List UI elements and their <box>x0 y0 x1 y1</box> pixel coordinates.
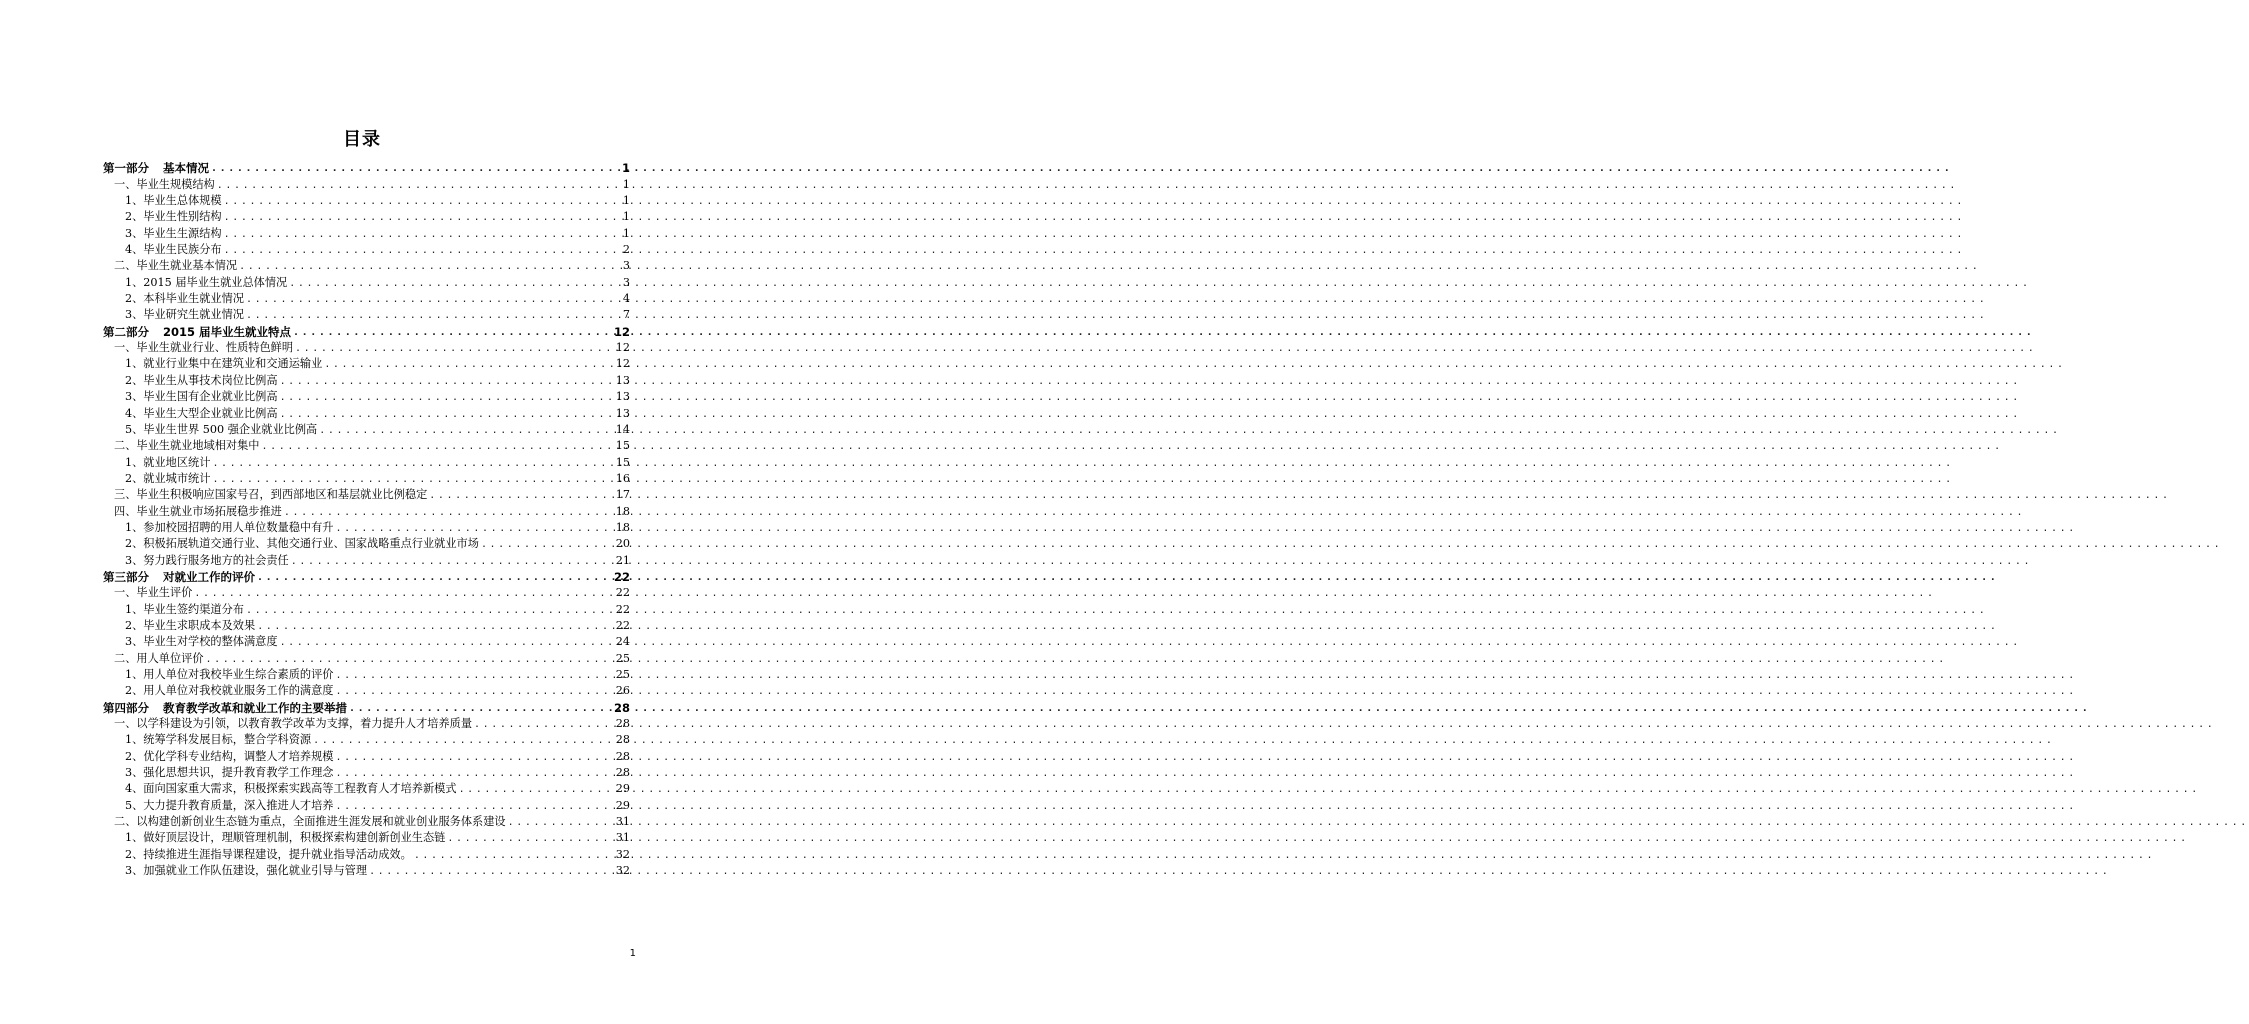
toc-subsection-entry[interactable] <box>103 829 630 845</box>
toc-entry-label <box>125 831 447 845</box>
toc-section-entry[interactable] <box>103 339 630 355</box>
toc-section-entry[interactable] <box>103 486 630 502</box>
toc-subsection-entry[interactable] <box>103 421 630 437</box>
toc-page-number: 29 <box>615 782 630 796</box>
toc-dot-leader <box>224 195 621 208</box>
toc-entry-text: 二、毕业生就业基本情况 <box>114 259 238 273</box>
toc-page-number: 26 <box>615 684 630 698</box>
toc-dot-leader <box>336 751 614 764</box>
toc-page-number: 31 <box>615 831 630 845</box>
toc-dot-leader <box>239 260 621 273</box>
toc-entry-label <box>103 161 211 175</box>
toc-entry-text: 1、做好顶层设计，理顺管理机制，积极探索构建创新创业生态链 <box>125 831 446 845</box>
toc-entry-text: 2、优化学科专业结构，调整人才培养规模 <box>125 749 334 763</box>
toc-dot-leader <box>414 849 614 862</box>
toc-subsection-entry[interactable] <box>103 862 630 878</box>
toc-part-entry[interactable] <box>103 698 630 714</box>
toc-entry-text: 1、毕业生总体规模 <box>125 194 222 208</box>
toc-entry-text: 基本情况 <box>163 161 209 176</box>
toc-page-number: 28 <box>615 717 630 731</box>
toc-entry-label <box>114 586 194 600</box>
toc-entry-text: 1、2015 届毕业生就业总体情况 <box>125 275 288 289</box>
toc-page-number: 12 <box>615 357 630 371</box>
toc-part-prefix: 第一部分 <box>103 161 149 176</box>
toc-entry-text: 2、积极拓展轨道交通行业、其他交通行业、国家战略重点行业就业市场 <box>125 537 479 551</box>
toc-entry-text: 二、毕业生就业地域相对集中 <box>114 439 260 453</box>
toc-dot-leader <box>257 571 612 584</box>
toc-entry-label <box>125 374 280 388</box>
toc-subsection-entry[interactable] <box>103 241 630 257</box>
toc-page-number: 28 <box>613 700 630 715</box>
toc-entry-text: 3、毕业生生源结构 <box>125 226 222 240</box>
toc-entry-text: 二、用人单位评价 <box>114 651 204 665</box>
toc-page-number: 25 <box>615 651 630 665</box>
toc-dot-leader <box>280 636 614 649</box>
toc-entry-text: 四、毕业生就业市场拓展稳步推进 <box>114 504 282 518</box>
toc-part-entry[interactable] <box>103 159 630 175</box>
toc-section-entry[interactable] <box>103 437 630 453</box>
toc-subsection-entry[interactable] <box>103 780 630 796</box>
page-title: 目录 <box>343 129 381 150</box>
toc-page-number: 13 <box>615 373 630 387</box>
toc-dot-leader <box>212 457 613 470</box>
toc-entry-text: 3、努力践行服务地方的社会责任 <box>125 553 289 567</box>
toc-dot-leader <box>246 293 621 306</box>
toc-entry-label <box>125 472 212 486</box>
toc-dot-leader <box>212 473 613 486</box>
page-number: 1 <box>629 948 636 959</box>
toc-page-number: 12 <box>613 324 630 339</box>
toc-page-number: 1 <box>622 210 630 224</box>
toc-dot-leader <box>313 734 614 747</box>
toc-entry-text: 3、强化思想共识，提升教育教学工作理念 <box>125 766 334 780</box>
toc-page-number: 20 <box>615 537 630 551</box>
toc-page-number: 4 <box>622 292 630 306</box>
toc-dot-leader <box>289 277 621 290</box>
toc-subsection-entry[interactable] <box>103 747 630 763</box>
toc-entry-label <box>125 390 280 404</box>
toc-page-number: 25 <box>615 668 630 681</box>
toc-entry-label <box>103 701 349 715</box>
toc-dot-leader <box>459 783 614 796</box>
toc-entry-label <box>125 210 224 224</box>
toc-entry-label <box>125 423 319 437</box>
toc-subsection-entry[interactable] <box>103 519 630 535</box>
toc-entry-text: 3、加强就业工作队伍建设，强化就业引导与管理 <box>125 864 368 878</box>
toc-dot-leader <box>280 408 614 421</box>
toc-page-number: 18 <box>615 504 630 518</box>
toc-entry-text: 一、毕业生就业行业、性质特色鲜明 <box>114 341 294 355</box>
toc-subsection-entry[interactable] <box>103 470 630 486</box>
toc-dot-leader <box>194 587 613 600</box>
toc-part-prefix: 第三部分 <box>103 569 149 584</box>
toc-subsection-entry[interactable] <box>103 666 630 682</box>
toc-entry-text: 5、毕业生世界 500 强企业就业比例高 <box>125 422 318 436</box>
toc-entry-label <box>125 357 324 371</box>
table-of-contents <box>103 159 630 878</box>
toc-dot-leader <box>295 342 614 355</box>
toc-dot-leader <box>336 522 614 535</box>
toc-entry-label <box>125 537 481 551</box>
toc-entry-label <box>114 259 239 273</box>
toc-dot-leader <box>224 244 621 257</box>
toc-dot-leader <box>481 538 614 551</box>
toc-entry-text: 1、统筹学科发展目标，整合学科资源 <box>125 733 312 747</box>
toc-page-number: 1 <box>621 161 630 176</box>
toc-page-number: 14 <box>615 422 630 436</box>
toc-entry-text: 5、大力提升教育质量，深入推进人才培养 <box>125 798 334 812</box>
toc-entry-label <box>125 227 224 241</box>
toc-page-number: 13 <box>615 406 630 420</box>
toc-dot-leader <box>211 162 620 175</box>
toc-page-number: 1 <box>622 177 630 191</box>
toc-subsection-entry[interactable] <box>103 273 630 289</box>
toc-entry-text: 2、持续推进生涯指导课程建设，提升就业指导活动成效。 <box>125 847 412 861</box>
toc-subsection-entry[interactable] <box>103 290 630 306</box>
toc-entry-label <box>125 668 336 682</box>
toc-entry-label <box>114 439 261 453</box>
toc-subsection-entry[interactable] <box>103 371 630 387</box>
toc-entry-text: 2015 届毕业生就业特点 <box>163 324 292 339</box>
toc-dot-leader <box>224 228 621 241</box>
toc-entry-label <box>125 799 336 813</box>
toc-entry-label <box>114 178 217 192</box>
toc-page-number: 3 <box>622 259 630 273</box>
toc-entry-label <box>125 407 280 421</box>
toc-section-entry[interactable] <box>103 502 630 518</box>
toc-subsection-entry[interactable] <box>103 208 630 224</box>
toc-entry-label <box>125 456 212 470</box>
toc-page-number: 7 <box>622 308 630 322</box>
toc-entry-label <box>125 276 289 290</box>
toc-entry-text: 2、本科毕业生就业情况 <box>125 292 244 306</box>
toc-section-entry[interactable] <box>103 584 630 600</box>
toc-section-entry[interactable] <box>103 175 630 191</box>
toc-page-number: 31 <box>615 815 630 829</box>
toc-entry-text: 3、毕业研究生就业情况 <box>125 308 244 322</box>
toc-entry-label <box>125 750 336 764</box>
toc-page-number: 2 <box>622 243 630 257</box>
toc-subsection-entry[interactable] <box>103 682 630 698</box>
toc-dot-leader <box>324 358 613 371</box>
toc-entry-text: 1、毕业生签约渠道分布 <box>125 602 244 616</box>
toc-page-number: 29 <box>615 798 630 812</box>
toc-page-number: 21 <box>615 553 630 567</box>
toc-dot-leader <box>284 506 614 519</box>
toc-entry-label <box>125 243 224 257</box>
toc-entry-label <box>125 554 291 568</box>
toc-page-number: 22 <box>615 602 630 616</box>
toc-entry-label <box>114 652 206 666</box>
toc-entry-text: 一、毕业生规模结构 <box>114 177 215 191</box>
toc-entry-label <box>125 864 369 878</box>
toc-entry-label <box>114 341 295 355</box>
toc-entry-text: 1、参加校园招聘的用人单位数量稳中有升 <box>125 520 334 534</box>
toc-dot-leader <box>429 489 613 502</box>
toc-page-number: 15 <box>615 455 630 469</box>
toc-section-entry[interactable] <box>103 257 630 273</box>
toc-dot-leader <box>447 832 613 845</box>
toc-dot-leader <box>369 865 614 878</box>
toc-entry-label <box>125 292 246 306</box>
toc-subsection-entry[interactable] <box>103 388 630 404</box>
toc-page-number: 17 <box>615 488 630 502</box>
toc-section-entry[interactable] <box>103 649 630 665</box>
toc-dot-leader <box>261 440 613 453</box>
toc-entry-label <box>125 603 246 617</box>
toc-entry-text: 三、毕业生积极响应国家号召，到西部地区和基层就业比例稳定 <box>114 488 428 502</box>
toc-page-number: 24 <box>615 635 630 649</box>
toc-entry-text: 4、面向国家重大需求，积极探索实践高等工程教育人才培养新模式 <box>125 782 457 796</box>
toc-dot-leader <box>280 391 614 404</box>
toc-part-entry[interactable] <box>103 568 630 584</box>
toc-entry-label <box>103 570 257 584</box>
toc-dot-leader <box>246 309 621 322</box>
toc-entry-label <box>125 684 336 698</box>
toc-entry-label <box>114 815 508 829</box>
toc-dot-leader <box>293 326 612 339</box>
toc-page-number: 28 <box>615 733 630 747</box>
toc-entry-label <box>114 505 284 519</box>
toc-entry-text: 一、以学科建设为引领，以教育教学改革为支撑，着力提升人才培养质量 <box>114 717 473 731</box>
toc-entry-text: 二、以构建创新创业生态链为重点，全面推进生涯发展和就业创业服务体系建设 <box>114 815 506 829</box>
toc-entry-label <box>125 766 336 780</box>
toc-subsection-entry[interactable] <box>103 306 630 322</box>
toc-entry-label <box>125 308 246 322</box>
toc-entry-text: 2、毕业生从事技术岗位比例高 <box>125 373 278 387</box>
toc-page-number: 32 <box>615 864 630 878</box>
toc-entry-text: 2、毕业生求职成本及效果 <box>125 618 256 632</box>
toc-subsection-entry[interactable] <box>103 224 630 240</box>
toc-entry-text: 4、毕业生大型企业就业比例高 <box>125 406 278 420</box>
toc-page-number: 22 <box>615 618 630 632</box>
toc-page-number: 1 <box>622 194 630 208</box>
toc-subsection-entry[interactable] <box>103 535 630 551</box>
toc-subsection-entry[interactable] <box>103 796 630 812</box>
toc-entry-label <box>125 733 313 747</box>
toc-dot-leader <box>280 375 614 388</box>
toc-dot-leader <box>336 800 614 813</box>
toc-dot-leader <box>319 424 614 437</box>
toc-page-number: 13 <box>615 390 630 404</box>
toc-dot-leader <box>336 685 614 698</box>
toc-entry-text: 3、毕业生对学校的整体满意度 <box>125 635 278 649</box>
toc-page-number: 15 <box>615 439 630 453</box>
toc-dot-leader <box>257 620 614 633</box>
toc-section-entry[interactable] <box>103 813 630 829</box>
toc-entry-label <box>125 848 414 862</box>
toc-dot-leader <box>336 669 614 682</box>
toc-page-number: 18 <box>615 520 630 534</box>
toc-entry-label <box>125 521 336 535</box>
toc-dot-leader <box>474 718 614 731</box>
toc-entry-label <box>125 635 280 649</box>
toc-subsection-entry[interactable] <box>103 453 630 469</box>
toc-part-prefix: 第二部分 <box>103 324 149 339</box>
toc-entry-text: 2、用人单位对我校就业服务工作的满意度 <box>125 684 334 698</box>
toc-subsection-entry[interactable] <box>103 600 630 616</box>
toc-entry-label <box>114 717 474 731</box>
toc-entry-label <box>125 194 224 208</box>
toc-subsection-entry[interactable] <box>103 192 630 208</box>
toc-entry-text: 1、用人单位对我校毕业生综合素质的评价 <box>125 668 334 681</box>
toc-part-prefix: 第四部分 <box>103 700 149 715</box>
toc-entry-label <box>125 619 257 633</box>
toc-subsection-entry[interactable] <box>103 551 630 567</box>
toc-entry-text: 2、就业城市统计 <box>125 471 211 485</box>
toc-entry-text: 1、就业行业集中在建筑业和交通运输业 <box>125 357 323 371</box>
toc-subsection-entry[interactable] <box>103 404 630 420</box>
toc-page-number: 22 <box>613 569 630 584</box>
toc-entry-label <box>103 325 293 339</box>
toc-dot-leader <box>336 767 614 780</box>
toc-entry-text: 教育教学改革和就业工作的主要举措 <box>163 700 347 715</box>
toc-part-entry[interactable] <box>103 322 630 338</box>
toc-page-number: 12 <box>615 341 630 355</box>
toc-entry-text: 1、就业地区统计 <box>125 455 211 469</box>
toc-entry-label <box>114 488 429 502</box>
toc-page-number: 32 <box>615 847 630 861</box>
toc-entry-text: 4、毕业生民族分布 <box>125 243 222 257</box>
toc-dot-leader <box>349 702 612 715</box>
toc-dot-leader <box>291 555 614 568</box>
toc-dot-leader <box>206 653 614 666</box>
toc-page-number: 28 <box>615 749 630 763</box>
toc-dot-leader <box>508 816 614 829</box>
toc-subsection-entry[interactable] <box>103 764 630 780</box>
toc-subsection-entry[interactable] <box>103 633 630 649</box>
toc-subsection-entry[interactable] <box>103 731 630 747</box>
toc-page-number: 16 <box>615 471 630 485</box>
toc-dot-leader <box>246 604 614 617</box>
toc-page-number: 22 <box>615 586 630 600</box>
toc-subsection-entry[interactable] <box>103 845 630 861</box>
toc-dot-leader <box>224 211 621 224</box>
toc-page-number: 28 <box>615 766 630 780</box>
toc-entry-text: 对就业工作的评价 <box>163 569 255 584</box>
toc-entry-label <box>125 782 459 796</box>
toc-subsection-entry[interactable] <box>103 617 630 633</box>
toc-dot-leader <box>217 179 621 192</box>
toc-page-number: 1 <box>622 226 630 240</box>
toc-entry-text: 一、毕业生评价 <box>114 586 193 600</box>
toc-section-entry[interactable] <box>103 715 630 731</box>
toc-entry-text: 3、毕业生国有企业就业比例高 <box>125 390 278 404</box>
toc-page-number: 3 <box>622 275 630 289</box>
toc-subsection-entry[interactable] <box>103 355 630 371</box>
toc-entry-text: 2、毕业生性别结构 <box>125 210 222 224</box>
